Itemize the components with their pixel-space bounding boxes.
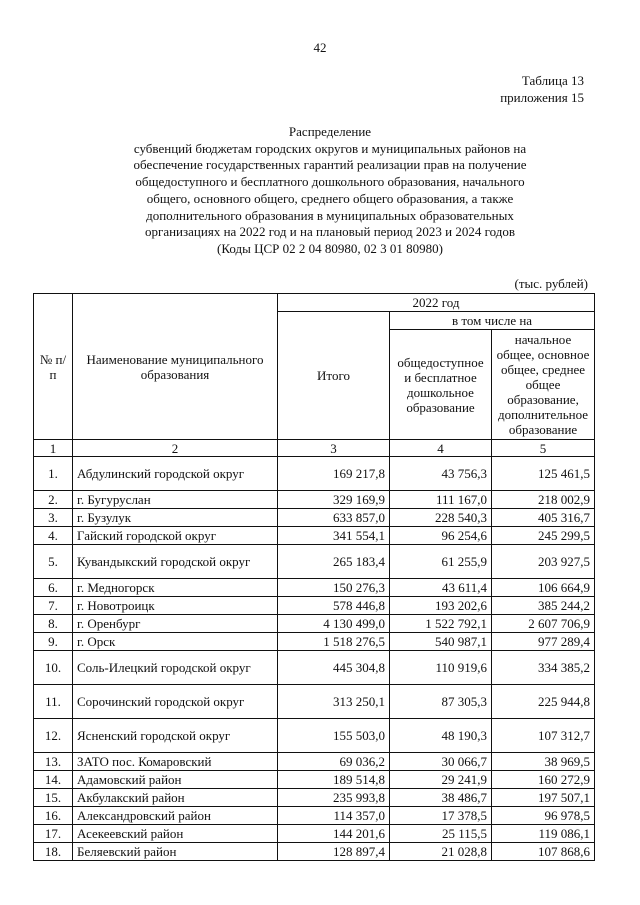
table-reference (500, 72, 584, 106)
table-row (34, 685, 595, 719)
row-general: 334 385,2 (492, 651, 595, 685)
row-number: 16. (34, 807, 73, 825)
heading-line: субвенций бюджетам городских округов и муниципальных районов на (133, 140, 527, 156)
row-number: 3. (34, 509, 73, 527)
row-total: 169 217,8 (278, 457, 390, 491)
row-name: Асекеевский район (73, 825, 278, 843)
row-general: 107 868,6 (492, 843, 595, 861)
row-preschool: 30 066,7 (390, 753, 492, 771)
column-numbers-row (34, 440, 595, 457)
row-preschool: 48 190,3 (390, 719, 492, 753)
header-total: Итого (278, 312, 390, 440)
header-preschool: общедоступное и бесплатное дошкольное образование (390, 330, 492, 440)
row-name: Кувандыкский городской округ (73, 545, 278, 579)
row-general: 197 507,1 (492, 789, 595, 807)
table-row (34, 545, 595, 579)
table-row (34, 789, 595, 807)
table-row (34, 457, 595, 491)
row-total: 4 130 499,0 (278, 615, 390, 633)
header-col-name: Наименование муниципального образования (73, 294, 278, 440)
heading-line: обеспечение государственных гарантий реализации прав на получение (133, 157, 527, 173)
row-general: 218 002,9 (492, 491, 595, 509)
row-number: 17. (34, 825, 73, 843)
row-total: 329 169,9 (278, 491, 390, 509)
header-including: в том числе на (390, 312, 595, 330)
row-name: г. Оренбург (73, 615, 278, 633)
row-number: 9. (34, 633, 73, 651)
column-number: 4 (390, 440, 492, 457)
table-row (34, 527, 595, 545)
row-general: 245 299,5 (492, 527, 595, 545)
row-general: 125 461,5 (492, 457, 595, 491)
units-label: (тыс. рублей) (514, 276, 588, 291)
row-total: 69 036,2 (278, 753, 390, 771)
row-total: 313 250,1 (278, 685, 390, 719)
table-row (34, 633, 595, 651)
row-number: 8. (34, 615, 73, 633)
column-number: 2 (73, 440, 278, 457)
row-total: 341 554,1 (278, 527, 390, 545)
row-name: ЗАТО пос. Комаровский (73, 753, 278, 771)
row-total: 578 446,8 (278, 597, 390, 615)
row-general: 203 927,5 (492, 545, 595, 579)
row-name: Беляевский район (73, 843, 278, 861)
row-number: 11. (34, 685, 73, 719)
row-preschool: 43 756,3 (390, 457, 492, 491)
table-ref-line2: приложения 15 (500, 90, 584, 105)
row-total: 633 857,0 (278, 509, 390, 527)
document-heading (80, 124, 580, 258)
table-row (34, 807, 595, 825)
table-row (34, 615, 595, 633)
table-row (34, 597, 595, 615)
row-name: г. Орск (73, 633, 278, 651)
row-preschool: 17 378,5 (390, 807, 492, 825)
row-total: 128 897,4 (278, 843, 390, 861)
page-number: 42 (313, 40, 327, 55)
row-general: 2 607 706,9 (492, 615, 595, 633)
row-preschool: 38 486,7 (390, 789, 492, 807)
row-number: 4. (34, 527, 73, 545)
table-row (34, 579, 595, 597)
row-number: 2. (34, 491, 73, 509)
table-row (34, 491, 595, 509)
row-name: Соль-Илецкий городской округ (73, 651, 278, 685)
row-total: 1 518 276,5 (278, 633, 390, 651)
heading-line: дополнительного образования в муниципальных образовательных (146, 207, 514, 223)
column-number: 1 (34, 440, 73, 457)
row-total: 144 201,6 (278, 825, 390, 843)
row-general: 38 969,5 (492, 753, 595, 771)
row-preschool: 43 611,4 (390, 579, 492, 597)
table-row (34, 825, 595, 843)
row-name: г. Новотроицк (73, 597, 278, 615)
row-name: Ясненский городской округ (73, 719, 278, 753)
row-preschool: 110 919,6 (390, 651, 492, 685)
row-general: 119 086,1 (492, 825, 595, 843)
row-number: 15. (34, 789, 73, 807)
subsidy-table (33, 293, 595, 861)
row-number: 18. (34, 843, 73, 861)
row-name: г. Бугуруслан (73, 491, 278, 509)
row-name: Александровский район (73, 807, 278, 825)
row-number: 12. (34, 719, 73, 753)
row-preschool: 1 522 792,1 (390, 615, 492, 633)
row-name: Гайский городской округ (73, 527, 278, 545)
row-name: Абдулинский городской округ (73, 457, 278, 491)
row-total: 235 993,8 (278, 789, 390, 807)
table-row (34, 771, 595, 789)
header-year: 2022 год (278, 294, 595, 312)
row-name: г. Медногорск (73, 579, 278, 597)
row-general: 96 978,5 (492, 807, 595, 825)
table-row (34, 719, 595, 753)
row-general: 160 272,9 (492, 771, 595, 789)
row-preschool: 61 255,9 (390, 545, 492, 579)
row-number: 7. (34, 597, 73, 615)
table-row (34, 651, 595, 685)
heading-line: общедоступного и бесплатного дошкольного образования, начального (135, 174, 525, 190)
row-preschool: 540 987,1 (390, 633, 492, 651)
row-total: 265 183,4 (278, 545, 390, 579)
row-preschool: 193 202,6 (390, 597, 492, 615)
row-number: 1. (34, 457, 73, 491)
table-row (34, 843, 595, 861)
row-preschool: 21 028,8 (390, 843, 492, 861)
row-name: Сорочинский городской округ (73, 685, 278, 719)
row-general: 107 312,7 (492, 719, 595, 753)
row-number: 13. (34, 753, 73, 771)
row-preschool: 228 540,3 (390, 509, 492, 527)
row-preschool: 25 115,5 (390, 825, 492, 843)
row-preschool: 111 167,0 (390, 491, 492, 509)
row-number: 5. (34, 545, 73, 579)
row-number: 10. (34, 651, 73, 685)
row-general: 977 289,4 (492, 633, 595, 651)
row-general: 225 944,8 (492, 685, 595, 719)
heading-line: (Коды ЦСР 02 2 04 80980, 02 3 01 80980) (217, 240, 443, 256)
row-name: Адамовский район (73, 771, 278, 789)
row-general: 385 244,2 (492, 597, 595, 615)
row-preschool: 87 305,3 (390, 685, 492, 719)
row-general: 106 664,9 (492, 579, 595, 597)
header-col-no: № п/п (34, 294, 73, 440)
row-number: 14. (34, 771, 73, 789)
table-row (34, 753, 595, 771)
row-total: 150 276,3 (278, 579, 390, 597)
row-total: 155 503,0 (278, 719, 390, 753)
column-number: 3 (278, 440, 390, 457)
table-ref-line1: Таблица 13 (521, 73, 584, 88)
heading-line: организациях на 2022 год и на плановый период 2023 и 2024 годов (145, 224, 515, 240)
row-name: г. Бузулук (73, 509, 278, 527)
heading-line: общего, основного общего, среднего общего образования, а также (146, 190, 514, 206)
row-total: 114 357,0 (278, 807, 390, 825)
row-general: 405 316,7 (492, 509, 595, 527)
row-total: 189 514,8 (278, 771, 390, 789)
row-name: Акбулакский район (73, 789, 278, 807)
header-general: начальное общее, основное общее, среднее общее образование, дополнительное образование (492, 330, 595, 440)
row-preschool: 96 254,6 (390, 527, 492, 545)
row-preschool: 29 241,9 (390, 771, 492, 789)
row-total: 445 304,8 (278, 651, 390, 685)
heading-title: Распределение (288, 124, 372, 139)
column-number: 5 (492, 440, 595, 457)
row-number: 6. (34, 579, 73, 597)
table-row (34, 509, 595, 527)
